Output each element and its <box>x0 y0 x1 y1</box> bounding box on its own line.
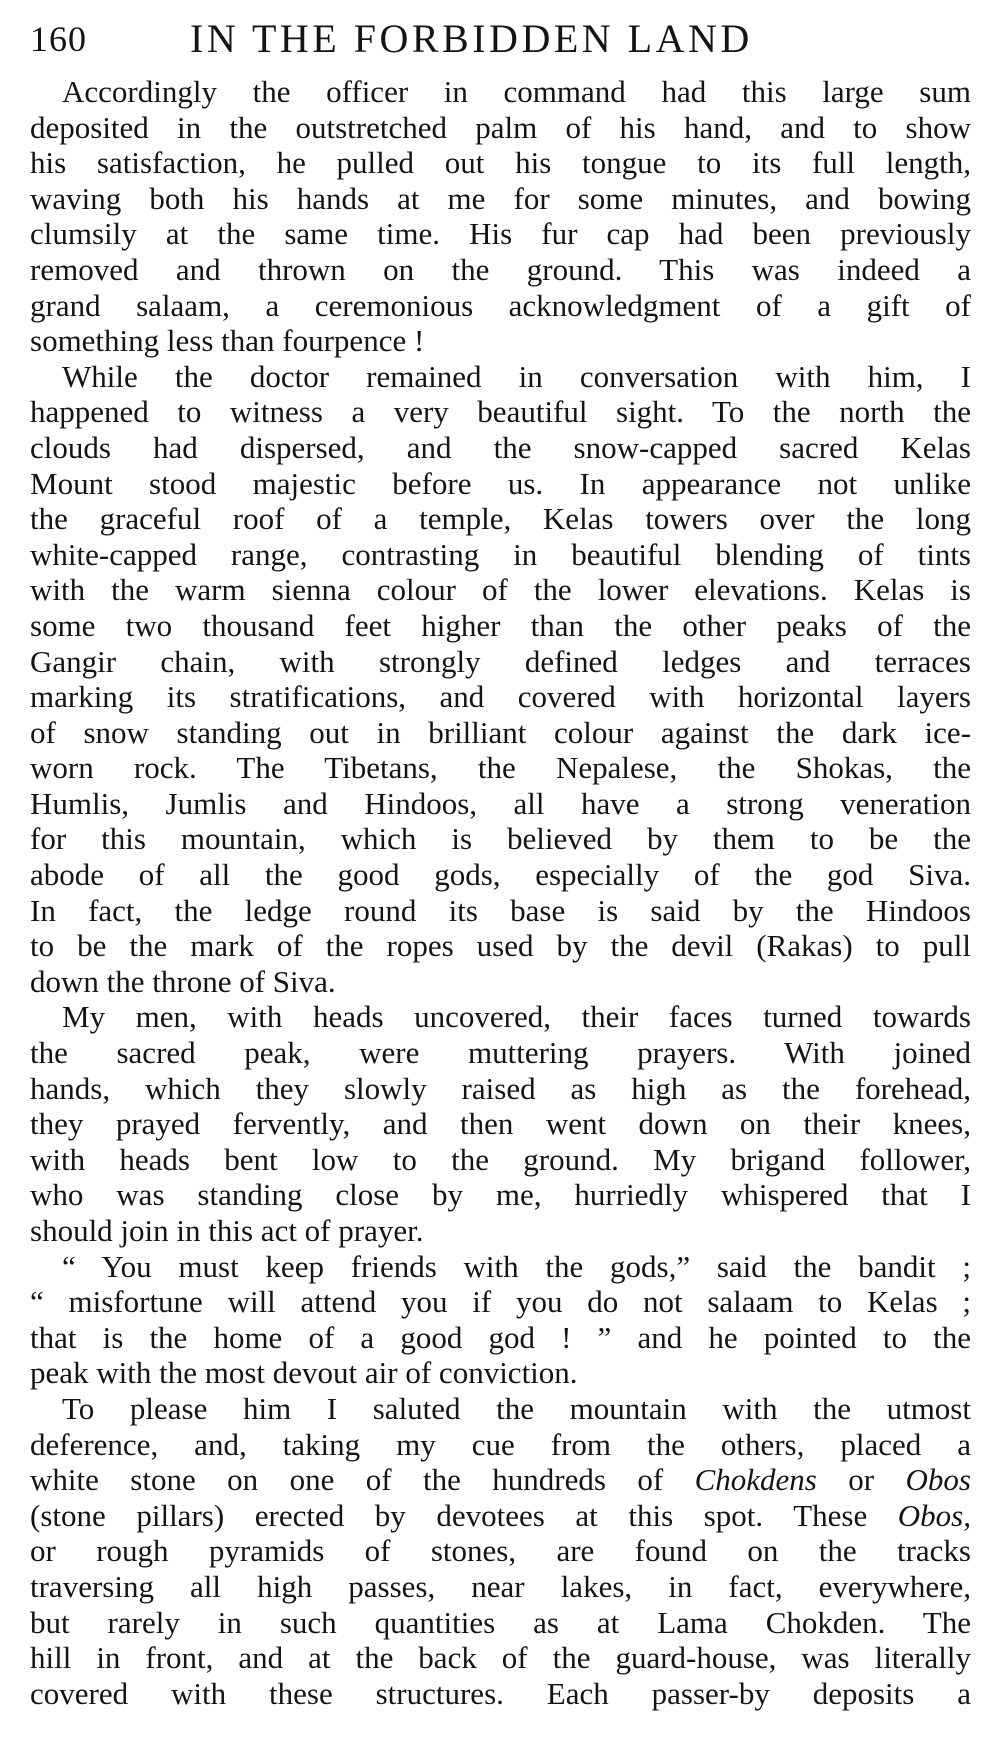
text-segment: white stone on one of the hundreds of <box>30 1462 695 1498</box>
text-line: waving both his hands at me for some minutes, and bowing <box>30 180 971 216</box>
text-line: happened to witness a very beautiful sight. To the north the <box>30 394 971 430</box>
text-line: In fact, the ledge round its base is said by the Hindoos <box>30 892 971 928</box>
paragraph <box>30 1249 971 1391</box>
text-line: the sacred peak, were muttering prayers. With joined <box>30 1035 971 1071</box>
text-line: hill in front, and at the back of the guard-house, was literally <box>30 1640 971 1676</box>
running-title: IN THE FORBIDDEN LAND <box>190 16 753 61</box>
text-line: for this mountain, which is believed by them to be the <box>30 821 971 857</box>
paragraph <box>30 359 971 1000</box>
text-line: clouds had dispersed, and the snow-capped sacred Kelas <box>30 429 971 465</box>
text-line-with-italics <box>30 1498 971 1534</box>
text-line: Humlis, Jumlis and Hindoos, all have a strong veneration <box>30 785 971 821</box>
text-line: To please him I saluted the mountain with the utmost <box>62 1390 971 1426</box>
text-line: deposited in the outstretched palm of his hand, and to show <box>30 109 971 145</box>
text-line-with-italics <box>30 1462 971 1498</box>
text-line: “ misfortune will attend you if you do not salaam to Kelas ; <box>30 1284 971 1320</box>
text-line: traversing all high passes, near lakes, in fact, everywhere, <box>30 1568 971 1604</box>
text-line: they prayed fervently, and then went down on their knees, <box>30 1106 971 1142</box>
text-line: some two thousand feet higher than the other peaks of the <box>30 607 971 643</box>
text-line: or rough pyramids of stones, are found on the tracks <box>30 1533 971 1569</box>
text-line: should join in this act of prayer. <box>30 1213 424 1248</box>
paragraph <box>30 1391 971 1711</box>
italic-term: Obos <box>905 1462 971 1498</box>
body-text <box>30 74 971 1711</box>
text-line: covered with these structures. Each passer-by deposits a <box>30 1675 971 1711</box>
text-line: worn rock. The Tibetans, the Nepalese, the Shokas, the <box>30 750 971 786</box>
text-line: Accordingly the officer in command had this large sum <box>62 74 971 109</box>
paragraph <box>30 999 971 1248</box>
text-line: who was standing close by me, hurriedly whispered that I <box>30 1177 971 1213</box>
paragraph <box>30 74 971 359</box>
text-line: Gangir chain, with strongly defined ledges and terraces <box>30 643 971 679</box>
text-line: hands, which they slowly raised as high as the forehead, <box>30 1070 971 1106</box>
text-line: of snow standing out in brilliant colour against the dark ice- <box>30 714 971 750</box>
text-line: the graceful roof of a temple, Kelas towers over the long <box>30 501 971 537</box>
text-line: white-capped range, contrasting in beautiful blending of tints <box>30 536 971 572</box>
text-line: down the throne of Siva. <box>30 963 336 999</box>
page-number: 160 <box>30 19 87 59</box>
italic-term: Obos, <box>897 1497 971 1533</box>
text-line: Mount stood majestic before us. In appearance not unlike <box>30 465 971 501</box>
text-line: “ You must keep friends with the gods,” said the bandit ; <box>62 1248 971 1284</box>
text-line: his satisfaction, he pulled out his tongue to its full length, <box>30 145 971 181</box>
text-line: clumsily at the same time. His fur cap had been previously <box>30 216 971 252</box>
text-line: something less than fourpence ! <box>30 323 425 359</box>
text-line: that is the home of a good god ! ” and he pointed to the <box>30 1319 971 1355</box>
italic-term: Chokdens <box>694 1462 817 1498</box>
text-line: removed and thrown on the ground. This was indeed a <box>30 251 971 287</box>
text-line: to be the mark of the ropes used by the devil (Rakas) to pull <box>30 928 971 964</box>
text-line: marking its stratifications, and covered with horizontal layers <box>30 679 971 715</box>
text-segment: or <box>816 1462 906 1498</box>
text-segment: (stone pillars) erected by devotees at this spot. These <box>30 1497 898 1533</box>
text-line: with the warm sienna colour of the lower elevations. Kelas is <box>30 572 971 608</box>
text-line: but rarely in such quantities as at Lama Chokden. The <box>30 1604 971 1640</box>
text-line: deference, and, taking my cue from the others, placed a <box>30 1426 971 1462</box>
text-line: grand salaam, a ceremonious acknowledgment of a gift of <box>30 287 971 323</box>
text-line: While the doctor remained in conversation with him, I <box>62 358 971 394</box>
text-line: with heads bent low to the ground. My brigand follower, <box>30 1141 971 1177</box>
running-head <box>30 14 970 64</box>
text-line: My men, with heads uncovered, their faces turned towards <box>62 999 971 1035</box>
text-line: peak with the most devout air of conviction. <box>30 1355 578 1391</box>
text-line: abode of all the good gods, especially of the god Siva. <box>30 857 971 893</box>
